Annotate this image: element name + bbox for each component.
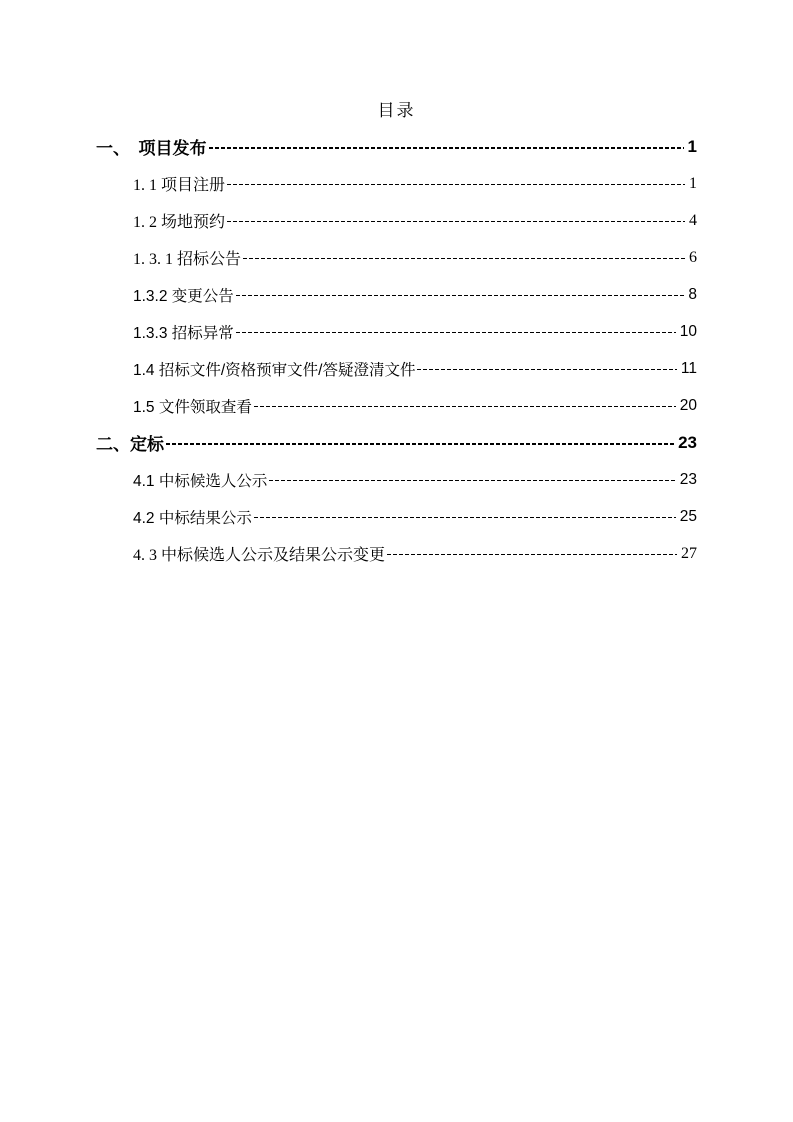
- toc-page-number: 10: [679, 322, 697, 340]
- toc-page-number: 11: [680, 359, 697, 377]
- toc-entry-label: 4.2 中标结果公示: [133, 509, 252, 527]
- toc-dash-leader: [227, 213, 685, 229]
- toc-dash-leader: [166, 434, 674, 451]
- toc-page-number: 27: [681, 544, 697, 562]
- toc-entry[interactable]: [96, 128, 697, 165]
- toc-dash-leader: [387, 546, 677, 562]
- toc-entry[interactable]: [96, 498, 697, 535]
- toc-page-number: 25: [679, 507, 697, 525]
- toc-entry[interactable]: [96, 387, 697, 424]
- toc-entry[interactable]: [96, 313, 697, 350]
- toc-page-number: 23: [679, 470, 697, 488]
- toc-entry[interactable]: [96, 202, 697, 239]
- toc-entry-label: 1. 1 项目注册: [133, 177, 226, 194]
- toc-dash-leader: [209, 138, 684, 155]
- toc-dash-leader: [236, 324, 676, 340]
- toc-dash-leader: [227, 176, 685, 192]
- page-title: 目录: [377, 101, 416, 120]
- toc-entry[interactable]: [96, 350, 697, 387]
- toc-page-number: 1: [687, 136, 697, 156]
- toc-entry-label: 1.3.3 招标异常: [133, 324, 234, 342]
- toc-list: [96, 128, 697, 572]
- toc-entry[interactable]: [96, 535, 697, 572]
- toc-dash-leader: [254, 509, 676, 525]
- toc-entry-label: 4. 3 中标候选人公示及结果公示变更: [133, 547, 386, 564]
- toc-page-number: 1: [689, 174, 697, 192]
- toc-entry-label: 4.1 中标候选人公示: [133, 472, 268, 490]
- toc-entry[interactable]: [96, 239, 697, 276]
- toc-dash-leader: [243, 250, 685, 266]
- toc-page-number: 8: [688, 285, 697, 303]
- toc-dash-leader: [236, 287, 685, 303]
- toc-page-number: 20: [679, 396, 697, 414]
- toc-entry-label: 二、定标: [96, 435, 164, 454]
- toc-entry[interactable]: [96, 165, 697, 202]
- toc-entry[interactable]: [96, 276, 697, 313]
- toc-page-number: 4: [689, 211, 697, 229]
- toc-page-number: 23: [678, 432, 697, 452]
- toc-dash-leader: [254, 398, 676, 414]
- toc-entry-label: 1.5 文件领取查看: [133, 398, 252, 416]
- toc-entry-label: 1. 2 场地预约: [133, 214, 226, 231]
- toc-page-number: 6: [689, 248, 697, 266]
- toc-dash-leader: [269, 472, 675, 488]
- toc-entry-label: 1.4 招标文件/资格预审文件/答疑澄清文件: [133, 361, 416, 379]
- toc-entry[interactable]: [96, 461, 697, 498]
- toc-entry-label: 1. 3. 1 招标公告: [133, 251, 242, 268]
- toc-entry-label: 一、 项目发布: [96, 139, 207, 158]
- toc-entry-label: 1.3.2 变更公告: [133, 287, 234, 305]
- toc-entry[interactable]: [96, 424, 697, 461]
- toc-dash-leader: [417, 361, 676, 377]
